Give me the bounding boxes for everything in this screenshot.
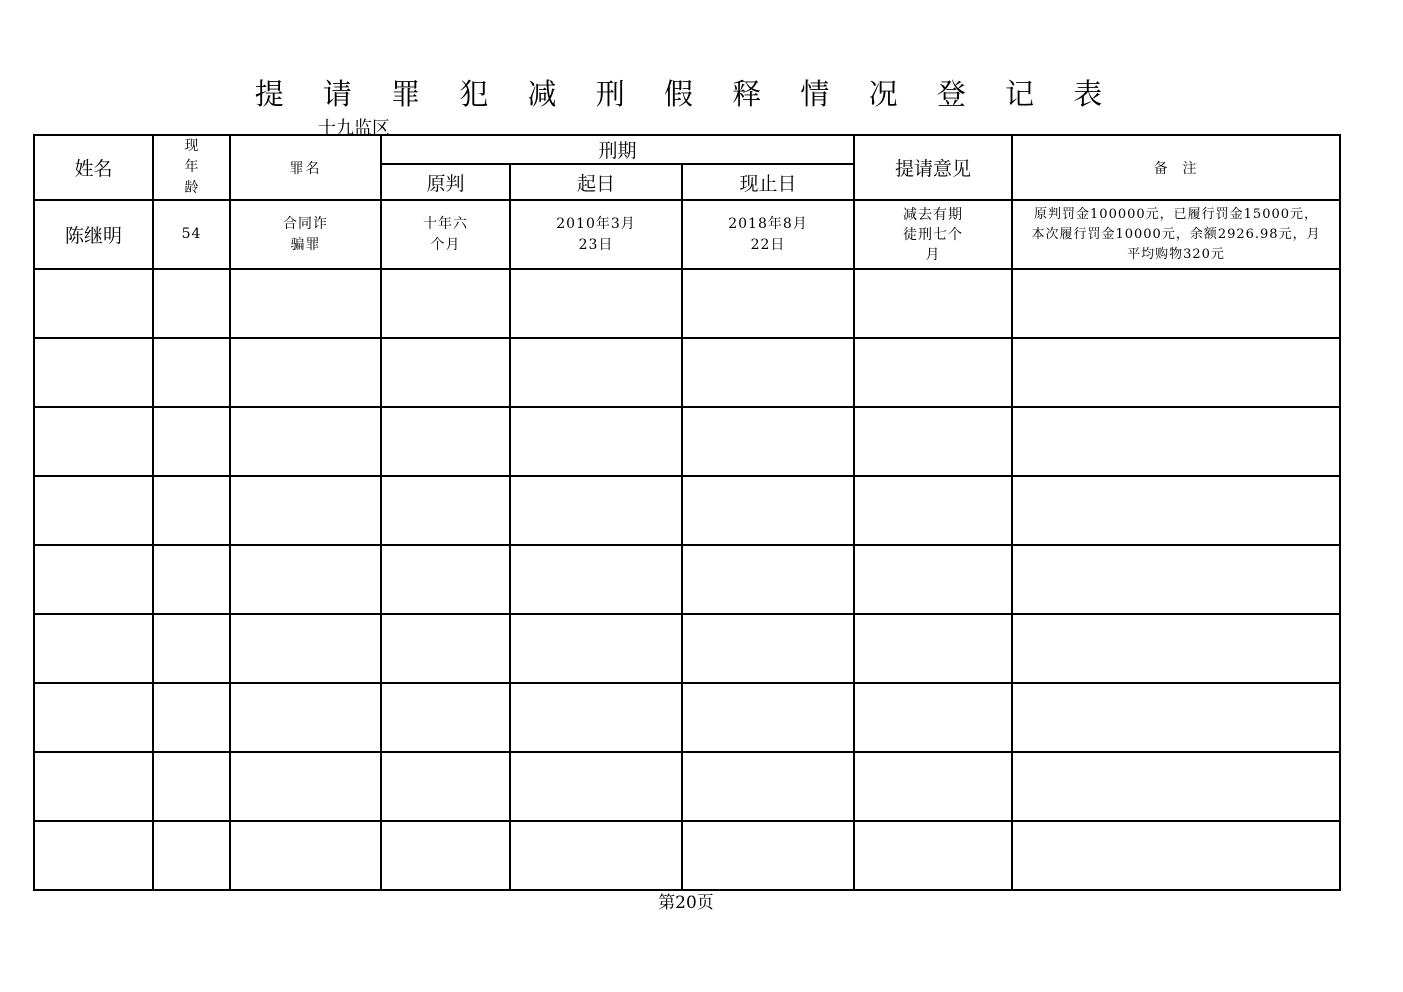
- page-title: 提 请 罪 犯 减 刑 假 释 情 况 登 记 表: [254, 77, 1118, 111]
- cell-crime: [230, 200, 381, 269]
- empty-cell: [682, 338, 854, 407]
- header-row-1: [34, 135, 1340, 164]
- empty-cell: [510, 269, 682, 338]
- cell-line: 原判罚金100000元，已履行罚金15000元，: [1034, 206, 1319, 222]
- empty-row: [34, 821, 1340, 890]
- district-label: 十九监区: [318, 118, 390, 139]
- empty-cell: [381, 338, 510, 407]
- empty-cell: [682, 683, 854, 752]
- empty-cell: [510, 683, 682, 752]
- empty-cell: [34, 545, 153, 614]
- cell-end-date: [682, 200, 854, 269]
- empty-cell: [153, 545, 230, 614]
- empty-cell: [381, 545, 510, 614]
- empty-cell: [230, 545, 381, 614]
- empty-cell: [230, 269, 381, 338]
- header-age-char: 龄: [184, 180, 199, 196]
- cell-line: 2010年3月: [556, 215, 636, 232]
- empty-cell: [1012, 269, 1340, 338]
- empty-row: [34, 338, 1340, 407]
- empty-cell: [682, 407, 854, 476]
- empty-row: [34, 269, 1340, 338]
- empty-cell: [1012, 476, 1340, 545]
- empty-cell: [682, 269, 854, 338]
- empty-cell: [510, 821, 682, 890]
- empty-cell: [510, 545, 682, 614]
- empty-cell: [34, 821, 153, 890]
- header-crime: 罪名: [230, 135, 381, 200]
- empty-cell: [34, 683, 153, 752]
- empty-cell: [34, 407, 153, 476]
- empty-row: [34, 614, 1340, 683]
- cell-line: 月: [925, 246, 941, 263]
- empty-cell: [153, 476, 230, 545]
- empty-cell: [1012, 338, 1340, 407]
- header-name: 姓名: [34, 135, 153, 200]
- cell-line: 骗罪: [290, 236, 321, 253]
- empty-cell: [854, 545, 1012, 614]
- empty-row: [34, 476, 1340, 545]
- cell-line: 23日: [578, 236, 614, 253]
- header-age-char: 年: [184, 159, 199, 175]
- cell-line: 减去有期: [903, 206, 964, 223]
- page-number: 第20页: [658, 893, 714, 913]
- empty-cell: [34, 614, 153, 683]
- cell-name: 陈继明: [34, 200, 153, 269]
- empty-cell: [510, 752, 682, 821]
- empty-cell: [230, 821, 381, 890]
- header-remarks: 备 注: [1012, 135, 1340, 200]
- empty-cell: [1012, 821, 1340, 890]
- empty-cell: [510, 614, 682, 683]
- empty-cell: [854, 269, 1012, 338]
- empty-cell: [230, 338, 381, 407]
- table-row: [34, 200, 1340, 269]
- empty-cell: [153, 269, 230, 338]
- empty-row: [34, 752, 1340, 821]
- header-opinion: 提请意见: [854, 135, 1012, 200]
- empty-cell: [1012, 614, 1340, 683]
- empty-cell: [381, 614, 510, 683]
- cell-line: 平均购物320元: [1127, 246, 1225, 262]
- cell-opinion: [854, 200, 1012, 269]
- empty-row: [34, 545, 1340, 614]
- empty-cell: [854, 821, 1012, 890]
- empty-cell: [153, 614, 230, 683]
- cell-start-date: [510, 200, 682, 269]
- cell-line: 本次履行罚金10000元，余额2926.98元，月: [1031, 226, 1321, 242]
- cell-line: 合同诈: [283, 215, 328, 232]
- empty-cell: [1012, 545, 1340, 614]
- empty-cell: [510, 407, 682, 476]
- header-age: [153, 135, 230, 200]
- empty-cell: [682, 476, 854, 545]
- empty-cell: [854, 476, 1012, 545]
- header-start-date: 起日: [510, 164, 682, 200]
- cell-line: 徒刑七个: [903, 226, 964, 243]
- empty-cell: [381, 407, 510, 476]
- cell-line: 2018年8月: [728, 215, 808, 232]
- empty-cell: [153, 821, 230, 890]
- empty-cell: [153, 752, 230, 821]
- empty-row: [34, 407, 1340, 476]
- empty-cell: [381, 752, 510, 821]
- empty-cell: [854, 407, 1012, 476]
- empty-cell: [1012, 407, 1340, 476]
- header-original: 原判: [381, 164, 510, 200]
- empty-cell: [34, 476, 153, 545]
- empty-row: [34, 683, 1340, 752]
- registration-table: [33, 134, 1341, 891]
- empty-cell: [230, 752, 381, 821]
- header-age-char: 现: [184, 138, 199, 154]
- empty-cell: [34, 338, 153, 407]
- empty-cell: [230, 407, 381, 476]
- empty-cell: [34, 269, 153, 338]
- cell-line: 个月: [430, 236, 461, 253]
- empty-cell: [34, 752, 153, 821]
- empty-cell: [381, 269, 510, 338]
- empty-cell: [1012, 752, 1340, 821]
- empty-cell: [682, 614, 854, 683]
- empty-cell: [230, 683, 381, 752]
- cell-original: [381, 200, 510, 269]
- empty-cell: [682, 752, 854, 821]
- cell-line: 十年六: [423, 215, 468, 232]
- empty-cell: [230, 614, 381, 683]
- empty-cell: [682, 821, 854, 890]
- cell-remarks: [1012, 200, 1340, 269]
- header-end-date: 现止日: [682, 164, 854, 200]
- empty-cell: [153, 407, 230, 476]
- empty-cell: [510, 338, 682, 407]
- empty-cell: [1012, 683, 1340, 752]
- empty-cell: [854, 338, 1012, 407]
- empty-cell: [230, 476, 381, 545]
- empty-cell: [682, 545, 854, 614]
- empty-cell: [153, 338, 230, 407]
- empty-cell: [854, 752, 1012, 821]
- empty-cell: [381, 821, 510, 890]
- cell-line: 22日: [750, 236, 786, 253]
- empty-cell: [381, 683, 510, 752]
- empty-cell: [854, 614, 1012, 683]
- header-sentence-group: 刑期: [381, 135, 854, 164]
- empty-cell: [854, 683, 1012, 752]
- empty-cell: [510, 476, 682, 545]
- cell-age: 54: [153, 200, 230, 269]
- empty-cell: [381, 476, 510, 545]
- empty-cell: [153, 683, 230, 752]
